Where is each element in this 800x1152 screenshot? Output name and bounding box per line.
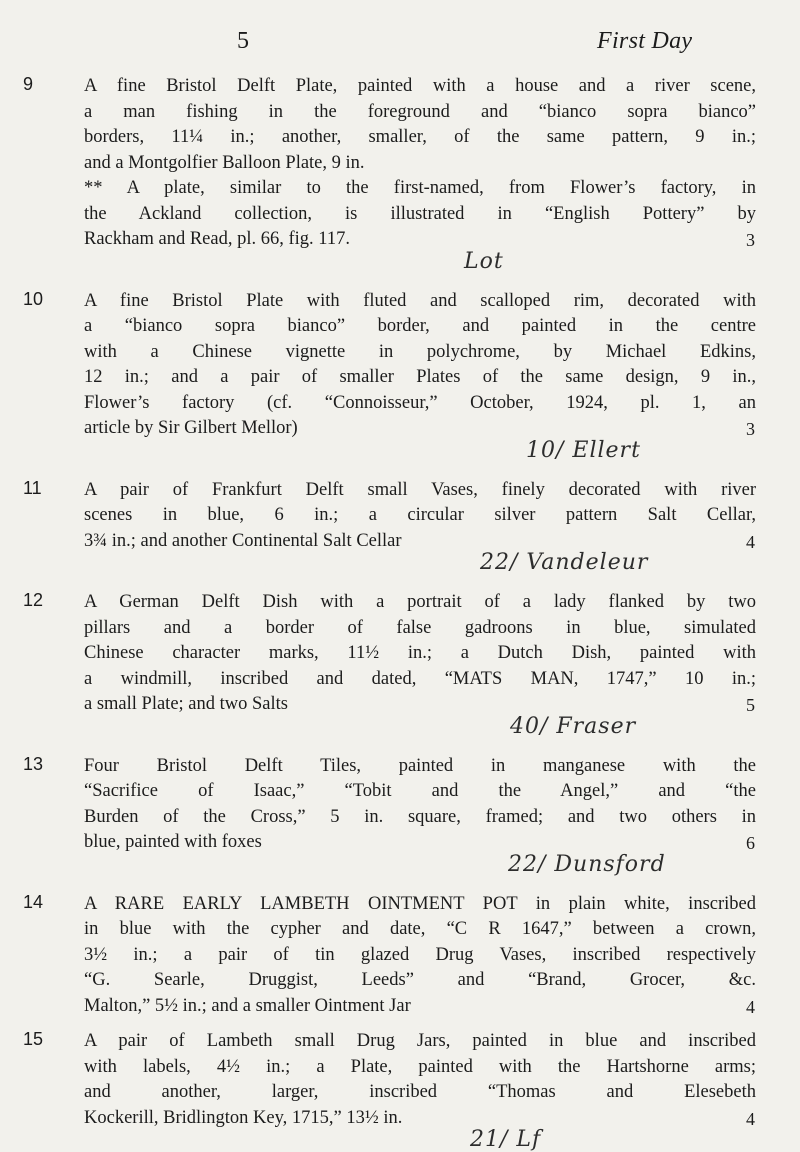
lot-line: scenes in blue, 6 in.; a circular silver pattern Salt Cellar,	[84, 505, 756, 525]
lot-line: Chinese character marks, 11½ in.; a Dutch Dish, painted with	[84, 643, 756, 663]
lot-quantity: 3	[746, 419, 755, 439]
lot-line: Burden of the Cross,” 5 in. square, framed; and two others in	[84, 806, 756, 827]
lot-description	[84, 74, 756, 253]
lot-line: Kockerill, Bridlington Key, 1715,” 13½ in.	[84, 1107, 403, 1128]
lot-line: A fine Bristol Delft Plate, painted with a house and a river scene,	[84, 76, 756, 96]
lot-line: Malton,” 5½ in.; and a smaller Ointment Jar	[84, 995, 411, 1016]
lot-description	[84, 590, 756, 718]
lot-number: 11	[23, 477, 42, 498]
lot-number: 10	[23, 288, 44, 309]
lot-description	[84, 478, 756, 555]
lot-line: “Sacrifice of Isaac,” “Tobit and the Angel,” and “the	[84, 781, 756, 801]
handwritten-annotation: Lot	[464, 248, 504, 274]
lot-quantity: 4	[746, 996, 755, 1017]
handwritten-annotation: 10/ Ellert	[526, 437, 641, 463]
handwritten-annotation: 22/ Vandeleur	[480, 550, 649, 575]
lot-description	[84, 289, 756, 442]
lot-quantity: 5	[746, 695, 755, 715]
note-line: the Ackland collection, is illustrated in “English Pottery” by	[84, 203, 756, 224]
lot-line: A German Delft Dish with a portrait of a lady flanked by two	[84, 592, 756, 612]
lot-quantity: 4	[746, 1108, 755, 1129]
lot-line: with labels, 4½ in.; a Plate, painted with the Hartshorne arms;	[84, 1056, 756, 1077]
lot-line: blue, painted with foxes	[84, 832, 262, 852]
lot-line: 12 in.; and a pair of smaller Plates of the same design, 9 in.,	[84, 367, 756, 387]
page-header	[0, 20, 800, 60]
handwritten-annotation: 40/ Fraser	[510, 713, 637, 739]
lot-number: 15	[23, 1029, 44, 1049]
lot-number: 14	[23, 891, 44, 912]
lot-number: 12	[23, 590, 44, 610]
lot-line: and another, larger, inscribed “Thomas and Elesebeth	[84, 1082, 756, 1102]
note-line: Rackham and Read, pl. 66, fig. 117.	[84, 229, 350, 249]
lot-line: a man fishing in the foreground and “bianco sopra bianco”	[84, 101, 756, 122]
lot-line: in blue with the cypher and date, “C R 1647,” between a crown,	[84, 919, 756, 939]
lot-description	[84, 1029, 756, 1131]
page-number: 5	[237, 28, 249, 54]
lot-number: 9	[23, 74, 34, 94]
lot-quantity: 3	[746, 230, 755, 250]
lot-line: 3½ in.; a pair of tin glazed Drug Vases, inscribed respectively	[84, 944, 756, 965]
handwritten-annotation: 22/ Dunsford	[508, 851, 666, 877]
lot-line: “G. Searle, Druggist, Leeds” and “Brand, Grocer, &c.	[84, 970, 756, 990]
lot-line: a windmill, inscribed and dated, “MATS MAN, 1747,” 10 in.;	[84, 668, 756, 689]
lot-line: A pair of Lambeth small Drug Jars, painted in blue and inscribed	[84, 1031, 756, 1051]
page-title: First Day	[597, 28, 693, 54]
lot-line: pillars and a border of false gadroons in blue, simulated	[84, 617, 756, 638]
lot-line: and a Montgolfier Balloon Plate, 9 in.	[84, 152, 365, 173]
lot-line: a small Plate; and two Salts	[84, 694, 288, 714]
lot-line: A fine Bristol Plate with fluted and scalloped rim, decorated with	[84, 290, 756, 311]
lot-line: a “bianco sopra bianco” border, and painted in the centre	[84, 316, 756, 336]
lot-description	[84, 754, 756, 856]
lot-line: with a Chinese vignette in polychrome, by Michael Edkins,	[84, 341, 756, 362]
lot-line: 3¾ in.; and another Continental Salt Cellar	[84, 530, 402, 551]
lot-number: 13	[23, 753, 44, 774]
note-line: ** A plate, similar to the first-named, from Flower’s factory, in	[84, 178, 756, 198]
lot-description	[84, 892, 756, 1020]
lot-line: A pair of Frankfurt Delft small Vases, finely decorated with river	[84, 479, 756, 500]
handwritten-annotation: 21/ Lf	[470, 1127, 542, 1152]
lot-line: A RARE EARLY LAMBETH OINTMENT POT in plain white, inscribed	[84, 893, 756, 914]
lot-line: borders, 11¼ in.; another, smaller, of the same pattern, 9 in.;	[84, 127, 756, 147]
lot-line: Four Bristol Delft Tiles, painted in manganese with the	[84, 755, 756, 776]
lot-quantity: 6	[746, 833, 755, 853]
lot-line: Flower’s factory (cf. “Connoisseur,” October, 1924, pl. 1, an	[84, 392, 756, 413]
lot-line: article by Sir Gilbert Mellor)	[84, 418, 298, 438]
lot-quantity: 4	[746, 531, 755, 552]
